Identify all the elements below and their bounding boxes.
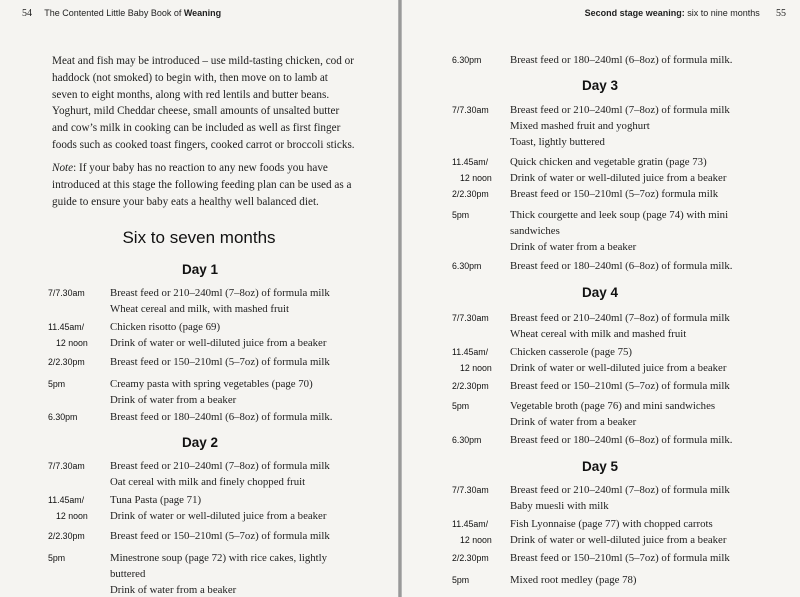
day-heading: Day 4 <box>581 285 619 300</box>
meal-description <box>510 378 730 394</box>
meal-description <box>510 516 726 548</box>
time-line: 6.30pm <box>452 261 482 271</box>
meal-line: Drink of water from a beaker <box>110 584 237 596</box>
section-title: Six to seven months <box>122 228 276 247</box>
time-line: 11.45am/ <box>452 157 489 167</box>
time-line: 7/7.30am <box>48 288 85 298</box>
meal-description <box>510 207 728 255</box>
meal-time <box>452 572 469 588</box>
meal-time <box>452 378 489 394</box>
meal-line: Oat cereal with milk and finely chopped fruit <box>110 476 306 488</box>
time-line: 2/2.30pm <box>452 381 489 391</box>
meal-line: Creamy pasta with spring vegetables (page 70) <box>110 378 313 390</box>
text-line: foods such as cooked toast fingers, cooked carrot or broccoli sticks. <box>52 138 355 151</box>
meal-line: buttered <box>110 568 146 580</box>
time-line: 7/7.30am <box>452 313 489 323</box>
meal-time <box>48 354 85 370</box>
meal-description <box>510 550 730 566</box>
meal-time <box>452 154 492 186</box>
meal-line: Drink of water or well-diluted juice from a beaker <box>510 362 727 374</box>
day-heading: Day 2 <box>181 435 219 450</box>
section-label: six to nine months <box>684 8 760 18</box>
meal-line: Breast feed or 150–210ml (5–7oz) of formula milk <box>110 356 330 368</box>
time-line: 7/7.30am <box>452 485 489 495</box>
meal-time <box>452 207 469 223</box>
meal-time <box>452 482 489 498</box>
note-paragraph <box>52 160 357 210</box>
time-line: 11.45am/ <box>452 519 489 529</box>
meal-time <box>48 550 65 566</box>
meal-line: Breast feed or 150–210ml (5–7oz) formula milk <box>510 188 719 200</box>
day-heading: Day 1 <box>181 262 219 277</box>
meal-time <box>452 516 492 548</box>
meal-description <box>110 550 327 597</box>
meal-description <box>110 354 330 370</box>
left-running-head <box>22 8 221 19</box>
meal-line: Breast feed or 210–240ml (7–8oz) of formula milk <box>510 104 730 116</box>
meal-line: Breast feed or 150–210ml (5–7oz) of formula milk <box>110 530 330 542</box>
meal-line: Breast feed or 180–240ml (6–8oz) of formula milk. <box>510 260 733 272</box>
day-heading: Day 3 <box>581 78 619 93</box>
meal-line: Drink of water or well-diluted juice from a beaker <box>110 337 327 349</box>
meal-time <box>48 409 77 425</box>
time-line: 2/2.30pm <box>452 553 489 563</box>
time-line: 12 noon <box>460 363 492 373</box>
meal-description <box>510 310 730 342</box>
meal-description <box>510 482 730 514</box>
time-line: 2/2.30pm <box>48 357 85 367</box>
meal-description <box>510 432 732 448</box>
meal-time <box>452 258 481 274</box>
meal-line: Mixed root medley (page 78) <box>510 574 637 586</box>
meal-description <box>110 376 313 408</box>
meal-description <box>510 572 637 588</box>
meal-line: Baby muesli with milk <box>510 500 609 512</box>
meal-line: Breast feed or 180–240ml (6–8oz) of formula milk. <box>110 411 333 423</box>
meal-description <box>510 52 732 68</box>
meal-description <box>110 458 330 490</box>
meal-line: Drink of water or well-diluted juice from a beaker <box>110 510 327 522</box>
meal-time <box>48 528 85 544</box>
meal-line: Breast feed or 210–240ml (7–8oz) of formula milk <box>110 460 330 472</box>
time-line: 12 noon <box>460 535 492 545</box>
meal-line: Breast feed or 150–210ml (5–7oz) of formula milk <box>510 552 730 564</box>
meal-description <box>510 186 718 202</box>
text-line: guide to ensure your baby eats a healthy well balanced diet. <box>52 195 319 208</box>
meal-time <box>48 376 65 392</box>
time-line: 12 noon <box>56 338 88 348</box>
meal-time <box>48 458 85 474</box>
time-line: 2/2.30pm <box>452 189 489 199</box>
meal-line: Thick courgette and leek soup (page 74) with mini <box>510 209 729 221</box>
meal-time <box>452 186 489 202</box>
meal-line: Vegetable broth (page 76) and mini sandwiches <box>510 400 716 412</box>
left-page <box>0 0 398 597</box>
meal-line: sandwiches <box>510 225 560 237</box>
meal-description <box>110 285 330 317</box>
meal-time <box>452 550 489 566</box>
meal-line: Drink of water from a beaker <box>510 416 637 428</box>
time-line: 11.45am/ <box>452 347 489 357</box>
intro-paragraph <box>52 53 357 154</box>
time-line: 6.30pm <box>452 435 482 445</box>
meal-time <box>452 398 469 414</box>
meal-line: Wheat cereal and milk, with mashed fruit <box>110 303 289 315</box>
time-line: 11.45am/ <box>48 322 85 332</box>
meal-line: Drink of water or well-diluted juice from a beaker <box>510 172 727 184</box>
meal-line: Breast feed or 180–240ml (6–8oz) of formula milk. <box>510 434 733 446</box>
meal-line: Breast feed or 180–240ml (6–8oz) of formula milk. <box>510 54 733 66</box>
meal-time <box>452 102 489 118</box>
meal-time <box>48 492 88 524</box>
book-title-bold: Weaning <box>183 8 222 18</box>
meal-time <box>48 319 88 351</box>
meal-line: Breast feed or 210–240ml (7–8oz) of formula milk <box>110 287 330 299</box>
meal-line: Breast feed or 210–240ml (7–8oz) of formula milk <box>510 484 730 496</box>
text-line: seven to eight months, along with red lentils and butter beans. <box>52 88 330 101</box>
time-line: 7/7.30am <box>48 461 85 471</box>
meal-line: Breast feed or 210–240ml (7–8oz) of formula milk <box>510 312 730 324</box>
text-line: Yoghurt, mild Cheddar cheese, small amounts of unsalted butter <box>52 105 340 118</box>
time-line: 5pm <box>48 379 66 389</box>
time-line: 2/2.30pm <box>48 531 85 541</box>
meal-time <box>452 310 489 326</box>
time-line: 12 noon <box>460 173 492 183</box>
meal-line: Toast, lightly buttered <box>510 136 605 148</box>
meal-line: Drink of water or well-diluted juice from a beaker <box>510 534 727 546</box>
meal-line: Tuna Pasta (page 71) <box>110 494 202 506</box>
meal-description <box>110 319 326 351</box>
meal-description <box>510 258 732 274</box>
time-line: 6.30pm <box>48 412 78 422</box>
time-line: 11.45am/ <box>48 495 85 505</box>
text-line: introduced at this stage the following feeding plan can be used as a <box>52 178 352 191</box>
meal-line: Drink of water from a beaker <box>510 241 637 253</box>
meal-line: Mixed mashed fruit and yoghurt <box>510 120 650 132</box>
meal-description <box>110 492 326 524</box>
meal-description <box>110 409 332 425</box>
text-line: Meat and fish may be introduced – use mild-tasting chicken, cod or <box>52 55 354 67</box>
meal-line: Chicken casserole (page 75) <box>510 346 633 358</box>
meal-description <box>510 154 726 186</box>
page-number: 54 <box>22 8 32 19</box>
right-page <box>402 0 800 597</box>
right-running-head <box>585 8 786 19</box>
meal-line: Quick chicken and vegetable gratin (page 73) <box>510 156 707 168</box>
meal-description <box>110 528 330 544</box>
meal-line: Fish Lyonnaise (page 77) with chopped carrots <box>510 518 713 530</box>
meal-description <box>510 398 715 430</box>
meal-line: Wheat cereal with milk and mashed fruit <box>510 328 687 340</box>
time-line: 5pm <box>48 553 66 563</box>
section-label-bold: Second stage weaning: <box>584 8 685 18</box>
time-line: 12 noon <box>56 511 88 521</box>
text-line: : If your baby has no reaction to any new foods you have <box>73 162 328 174</box>
meal-time <box>452 344 492 376</box>
time-line: 7/7.30am <box>452 105 489 115</box>
day-heading: Day 5 <box>581 459 619 474</box>
time-line: 5pm <box>452 401 470 411</box>
meal-line: Chicken risotto (page 69) <box>110 321 221 333</box>
text-line: and cow’s milk in cooking can be included as well as first finger <box>52 122 341 135</box>
meal-description <box>510 344 726 376</box>
page-number: 55 <box>776 8 786 19</box>
meal-time <box>48 285 85 301</box>
meal-line: Minestrone soup (page 72) with rice cakes, lightly <box>110 552 328 564</box>
time-line: 5pm <box>452 210 470 220</box>
meal-line: Drink of water from a beaker <box>110 394 237 406</box>
meal-line: Breast feed or 150–210ml (5–7oz) of formula milk <box>510 380 730 392</box>
time-line: 5pm <box>452 575 470 585</box>
note-label: Note <box>52 162 74 174</box>
meal-time <box>452 52 481 68</box>
meal-description <box>510 102 730 150</box>
time-line: 6.30pm <box>452 55 482 65</box>
meal-time <box>452 432 481 448</box>
book-title: The Contented Little Baby Book of <box>44 8 184 18</box>
text-line: haddock (not smoked) to begin with, then move on to lamb at <box>52 71 328 84</box>
